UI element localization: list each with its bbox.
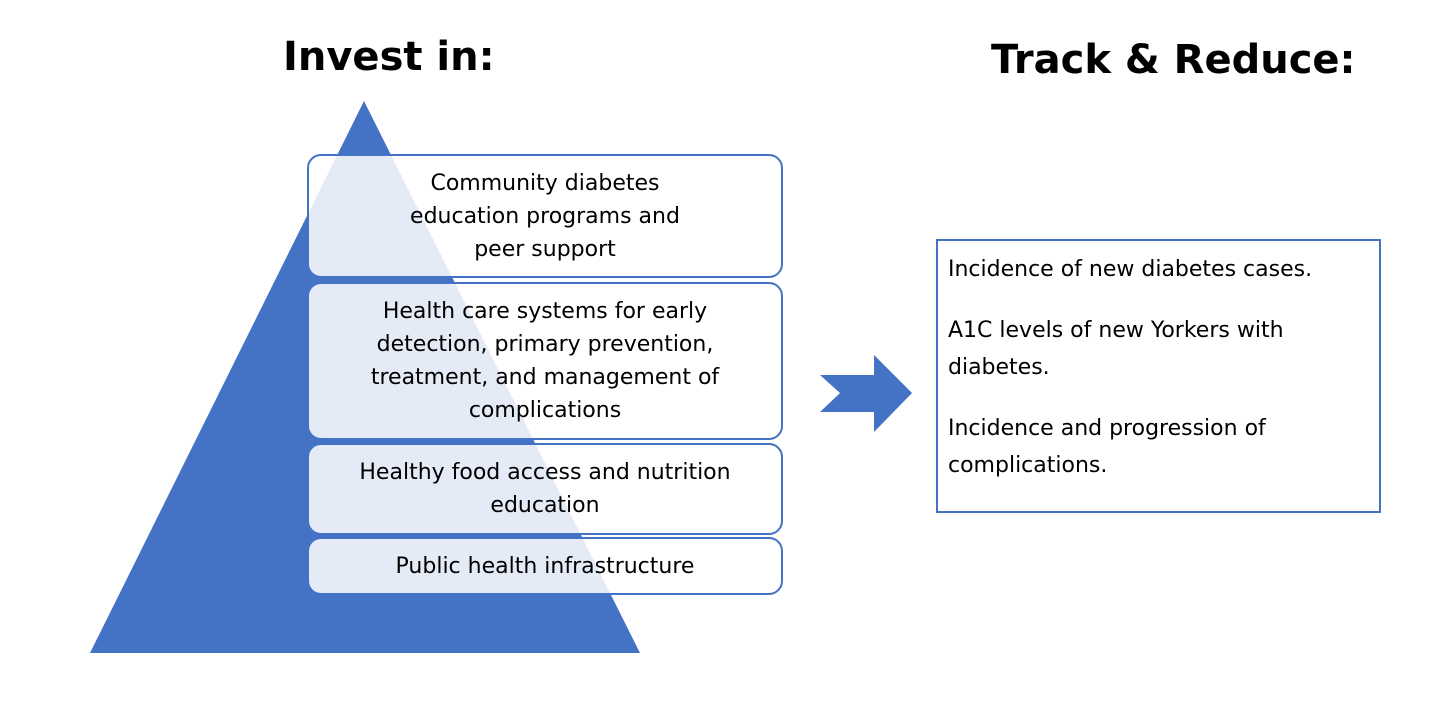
right-arrow-icon	[820, 355, 915, 435]
pyramid-tier-healthy-food-access	[307, 443, 783, 535]
tier-line: peer support	[474, 236, 616, 262]
tier-line: education	[490, 493, 600, 518]
invest-heading: Invest in:	[283, 34, 495, 80]
metric-line: diabetes.	[948, 355, 1050, 380]
tier-line: Healthy food access and nutrition	[359, 460, 731, 485]
tier-line: treatment, and management of	[370, 365, 720, 390]
tier-label	[371, 295, 719, 427]
metric-line: complications.	[948, 453, 1108, 478]
tier-line: Health care systems for early	[382, 299, 708, 324]
metric-a1c-levels	[948, 312, 1369, 386]
tier-line: Community diabetes	[430, 170, 660, 196]
tier-line: complications	[468, 398, 622, 423]
metric-line: Incidence and progression of	[948, 416, 1266, 441]
metric-line: Incidence of new diabetes cases.	[948, 257, 1313, 282]
tier-line: Public health infrastructure	[395, 553, 695, 579]
metric-line: A1C levels of new Yorkers with	[948, 318, 1284, 343]
pyramid-tier-health-care-systems	[307, 282, 783, 440]
tier-label	[396, 550, 695, 583]
tier-label	[410, 167, 680, 266]
tier-label	[359, 456, 730, 522]
tier-line: detection, primary prevention,	[376, 332, 714, 357]
metric-new-diabetes-cases	[948, 251, 1369, 288]
arrow-shape	[820, 355, 912, 432]
pyramid-tier-public-health-infrastructure	[307, 537, 783, 595]
metric-complications	[948, 410, 1369, 484]
pyramid-tier-community-education	[307, 154, 783, 278]
tier-line: education programs and	[410, 203, 680, 229]
track-reduce-heading: Track & Reduce:	[991, 37, 1356, 83]
track-reduce-box	[936, 239, 1381, 513]
